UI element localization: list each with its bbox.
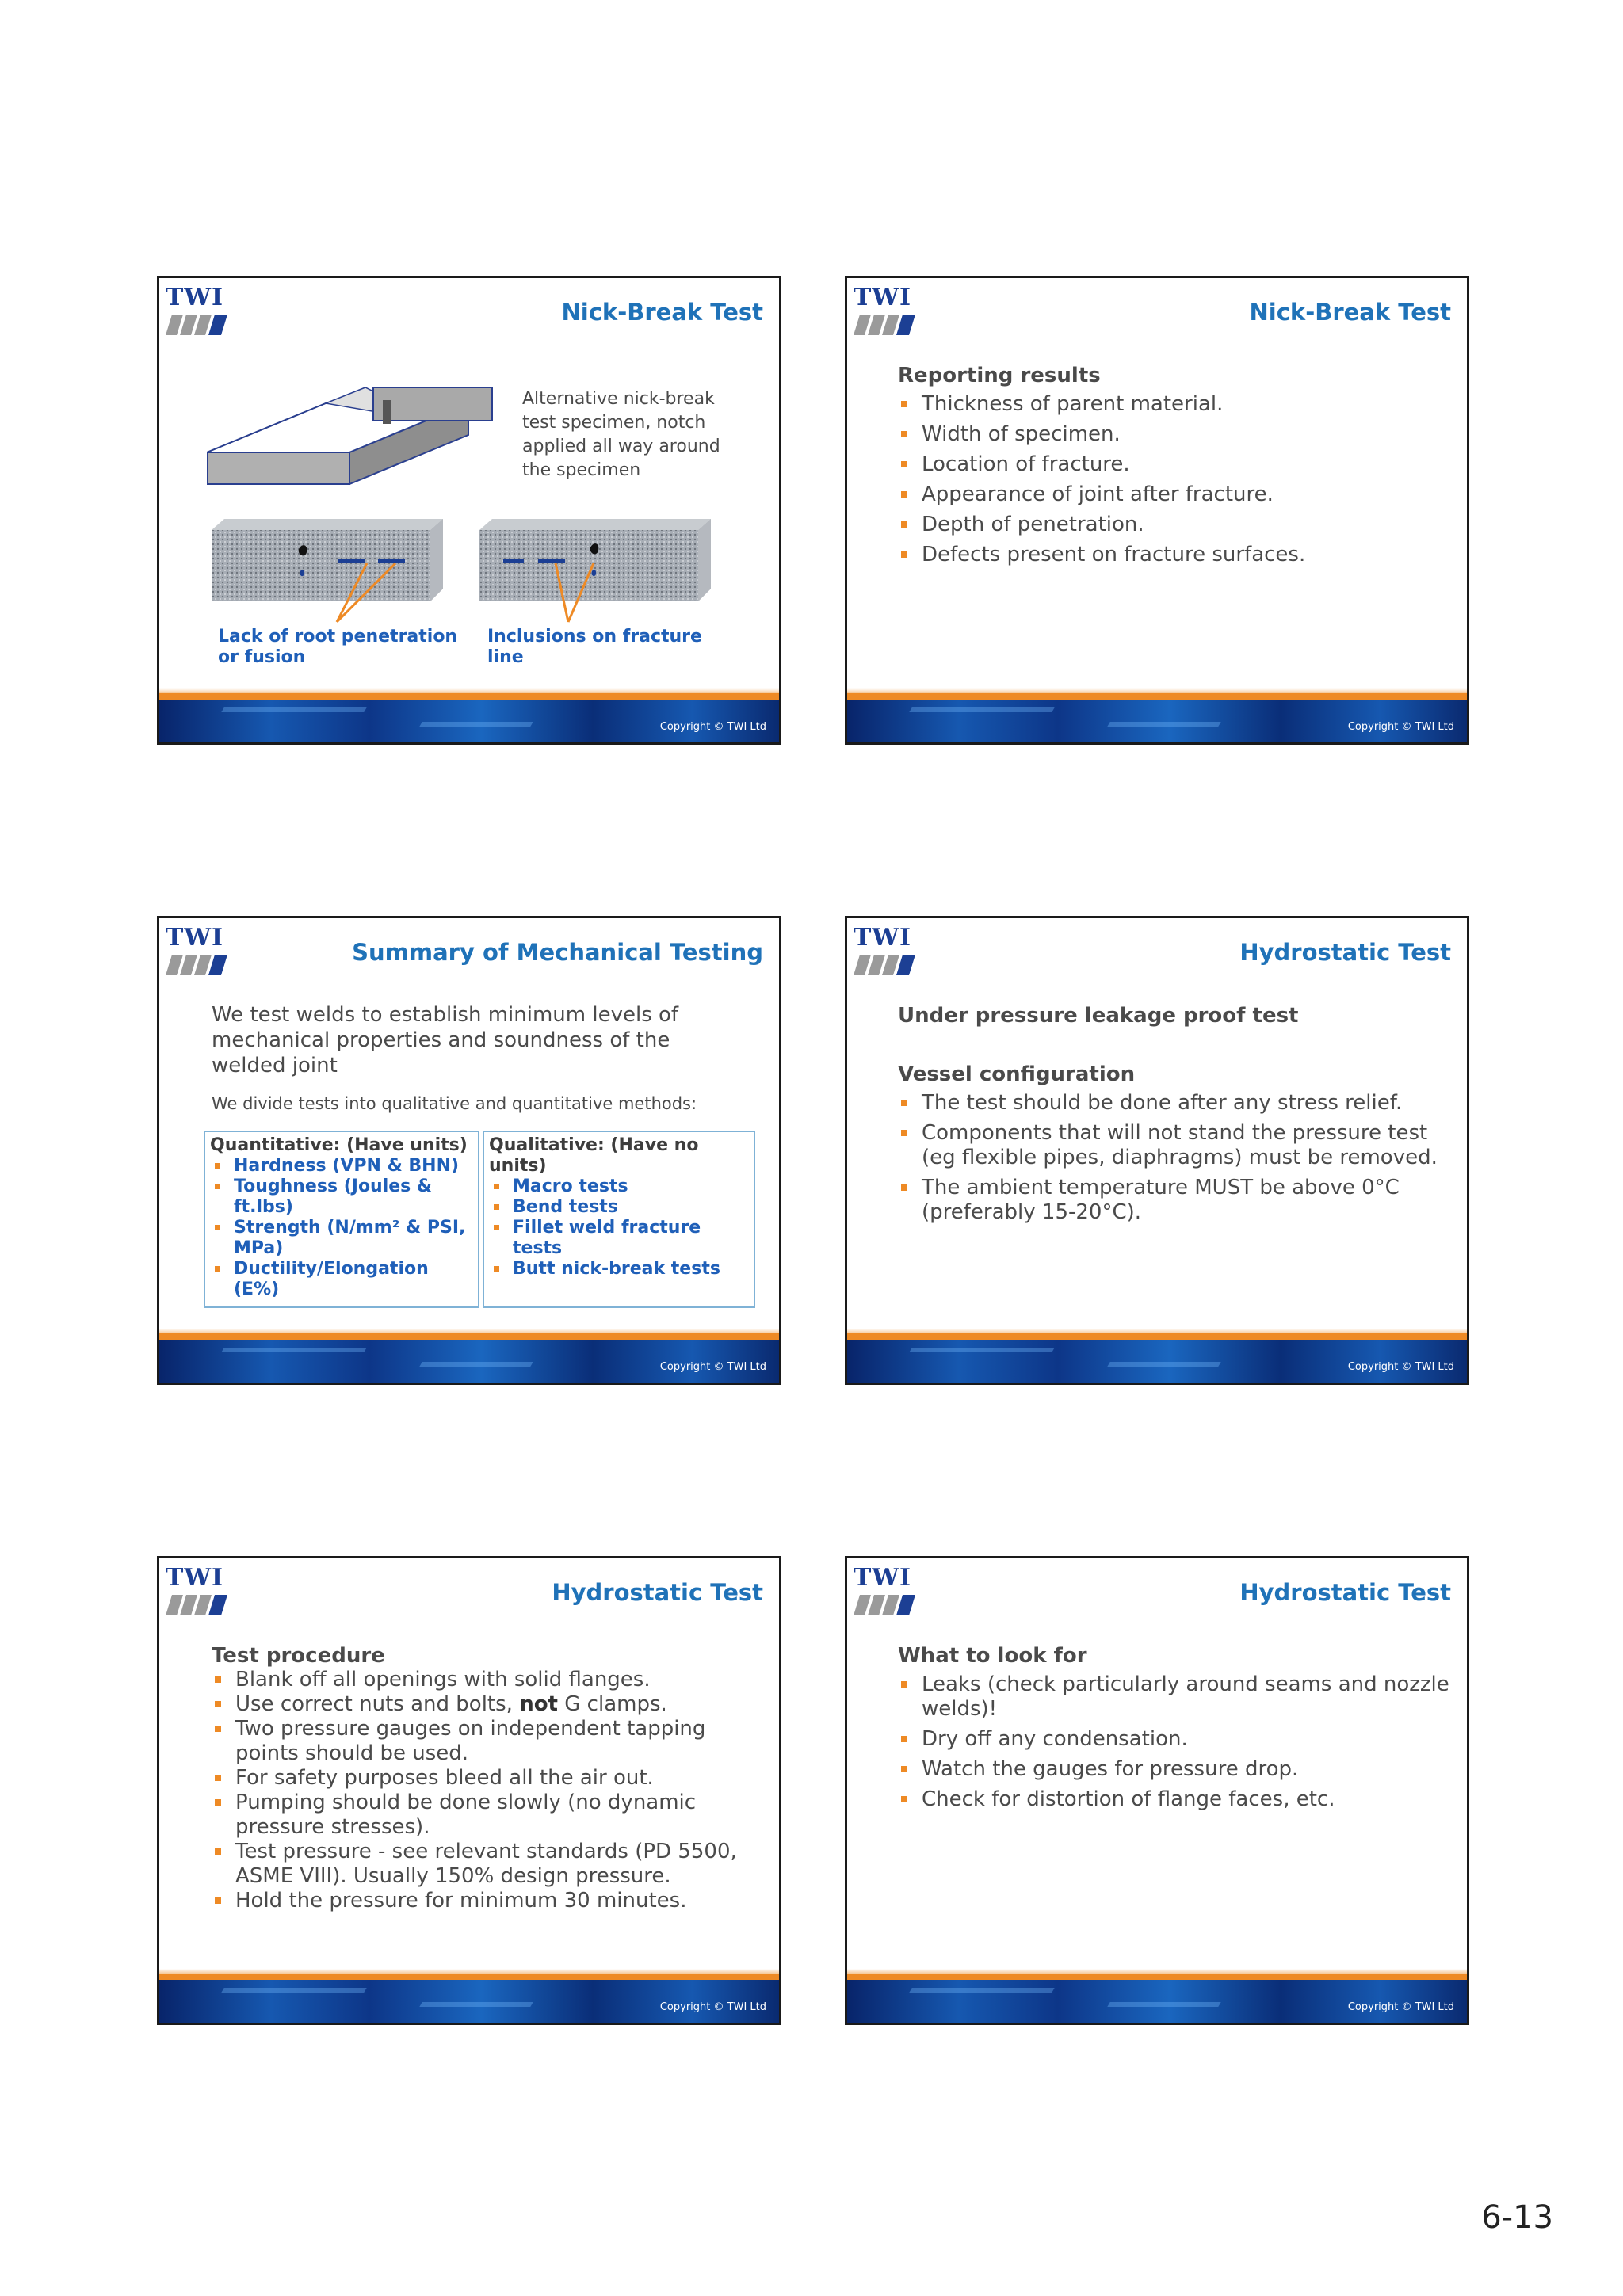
- slide-hydrostatic-1: [845, 916, 1469, 1385]
- slide-hydrostatic-3: [845, 1556, 1469, 2025]
- slide-title: Hydrostatic Test: [1239, 1579, 1451, 1606]
- copyright-text: Copyright © TWI Ltd: [659, 721, 766, 733]
- subheading: What to look for: [898, 1644, 1087, 1668]
- qualitative-list: [489, 1177, 749, 1280]
- page-number: 6-13: [1481, 2199, 1553, 2236]
- slide-title: Nick-Break Test: [1249, 299, 1451, 326]
- slide-nick-break-2: [845, 276, 1469, 745]
- list-item: Location of fracture.: [898, 452, 1453, 477]
- list-item: Strength (N/mm² & PSI, MPa): [210, 1218, 473, 1259]
- list-item: Hardness (VPN & BHN): [210, 1156, 473, 1177]
- list-item: For safety purposes bleed all the air out.: [212, 1766, 758, 1791]
- specimen-caption: Alternative nick-break test specimen, notch applied all way around the specimen: [522, 389, 720, 480]
- logo-bars-icon: [166, 1595, 227, 1615]
- bullet-list: [898, 1672, 1453, 1817]
- slide-footer: [847, 700, 1467, 742]
- pointer-lines: [159, 278, 781, 745]
- intro-text: We test welds to establish minimum levels of mechanical properties and soundness of the welded joint: [212, 1003, 679, 1077]
- quantitative-list: [210, 1156, 473, 1300]
- slide-title: Hydrostatic Test: [552, 1579, 763, 1606]
- qualitative-heading: Qualitative: (Have no units): [489, 1135, 699, 1176]
- list-item: The ambient temperature MUST be above 0°C (preferably 15-20°C).: [898, 1176, 1453, 1225]
- bullet-list: [898, 392, 1453, 573]
- copyright-text: Copyright © TWI Ltd: [1347, 721, 1454, 733]
- logo-bars-icon: [854, 955, 915, 975]
- list-item: Depth of penetration.: [898, 513, 1453, 537]
- list-item: The test should be done after any stress relief.: [898, 1091, 1453, 1116]
- list-item: Ductility/Elongation (E%): [210, 1259, 473, 1300]
- twi-logo: TWI: [166, 926, 227, 975]
- twi-logo: TWI: [854, 286, 915, 335]
- twi-logo: TWI: [166, 1566, 227, 1615]
- logo-bars-icon: [854, 1595, 915, 1615]
- copyright-text: Copyright © TWI Ltd: [659, 2001, 766, 2013]
- list-item: Hold the pressure for minimum 30 minutes.: [212, 1889, 758, 1913]
- subheading: Test procedure: [212, 1644, 385, 1668]
- twi-logo: TWI: [854, 1566, 915, 1615]
- slide-footer: [159, 700, 779, 742]
- label-inclusions: Inclusions on fracture line: [487, 627, 702, 667]
- bullet-list: [898, 1091, 1453, 1230]
- list-item: Watch the gauges for pressure drop.: [898, 1757, 1453, 1782]
- list-item: Thickness of parent material.: [898, 392, 1453, 417]
- slide-hydrostatic-2: [157, 1556, 781, 2025]
- slide-footer: [847, 1980, 1467, 2023]
- slide-title: Nick-Break Test: [561, 299, 763, 326]
- subheading-vessel: Vessel configuration: [898, 1062, 1136, 1086]
- label-lack-of-root-penetration: Lack of root penetration or fusion: [218, 627, 458, 667]
- list-item: Components that will not stand the pressure test (eg flexible pipes, diaphragms) must be removed.: [898, 1121, 1453, 1170]
- bullet-list: [212, 1668, 758, 1913]
- list-item: Blank off all openings with solid flanges.: [212, 1668, 758, 1692]
- list-item: Pumping should be done slowly (no dynamic pressure stresses).: [212, 1791, 758, 1840]
- logo-bars-icon: [854, 315, 915, 335]
- list-item: Check for distortion of flange faces, etc.: [898, 1787, 1453, 1812]
- list-item: Butt nick-break tests: [489, 1259, 749, 1280]
- subheading-leakage: Under pressure leakage proof test: [898, 1004, 1299, 1028]
- slide-footer: [159, 1340, 779, 1383]
- list-item: Leaks (check particularly around seams and nozzle welds)!: [898, 1672, 1453, 1722]
- slide-footer: [159, 1980, 779, 2023]
- twi-logo: TWI: [166, 286, 227, 335]
- list-item: Defects present on fracture surfaces.: [898, 543, 1453, 567]
- list-item: Test pressure - see relevant standards (PD 5500, ASME VIII). Usually 150% design pressure.: [212, 1840, 758, 1889]
- bullet-emphasis: not: [519, 1692, 558, 1716]
- bullet-text: Use correct nuts and bolts,: [235, 1692, 520, 1716]
- list-item: Toughness (Joules & ft.lbs): [210, 1177, 473, 1218]
- copyright-text: Copyright © TWI Ltd: [659, 1361, 766, 1373]
- copyright-text: Copyright © TWI Ltd: [1347, 1361, 1454, 1373]
- quantitative-box: [204, 1131, 479, 1308]
- list-item: Width of specimen.: [898, 422, 1453, 447]
- intro-small-text: We divide tests into qualitative and quantitative methods:: [212, 1094, 697, 1113]
- list-item: Fillet weld fracture tests: [489, 1218, 749, 1259]
- slide-title: Summary of Mechanical Testing: [352, 939, 763, 966]
- qualitative-box: [483, 1131, 755, 1308]
- list-item: Appearance of joint after fracture.: [898, 482, 1453, 507]
- list-item: Dry off any condensation.: [898, 1727, 1453, 1752]
- logo-bars-icon: [166, 955, 227, 975]
- slide-footer: [847, 1340, 1467, 1383]
- subheading: Reporting results: [898, 364, 1101, 387]
- slide-title: Hydrostatic Test: [1239, 939, 1451, 966]
- list-item: Macro tests: [489, 1177, 749, 1197]
- quantitative-heading: Quantitative: (Have units): [210, 1135, 468, 1155]
- list-item: Bend tests: [489, 1197, 749, 1218]
- copyright-text: Copyright © TWI Ltd: [1347, 2001, 1454, 2013]
- list-item: Two pressure gauges on independent tapping points should be used.: [212, 1717, 758, 1766]
- bullet-text: G clamps.: [558, 1692, 667, 1716]
- slide-summary-mechanical-testing: [157, 916, 781, 1385]
- list-item-nuts-bolts: [212, 1692, 758, 1717]
- twi-logo: TWI: [854, 926, 915, 975]
- slide-nick-break-1: [157, 276, 781, 745]
